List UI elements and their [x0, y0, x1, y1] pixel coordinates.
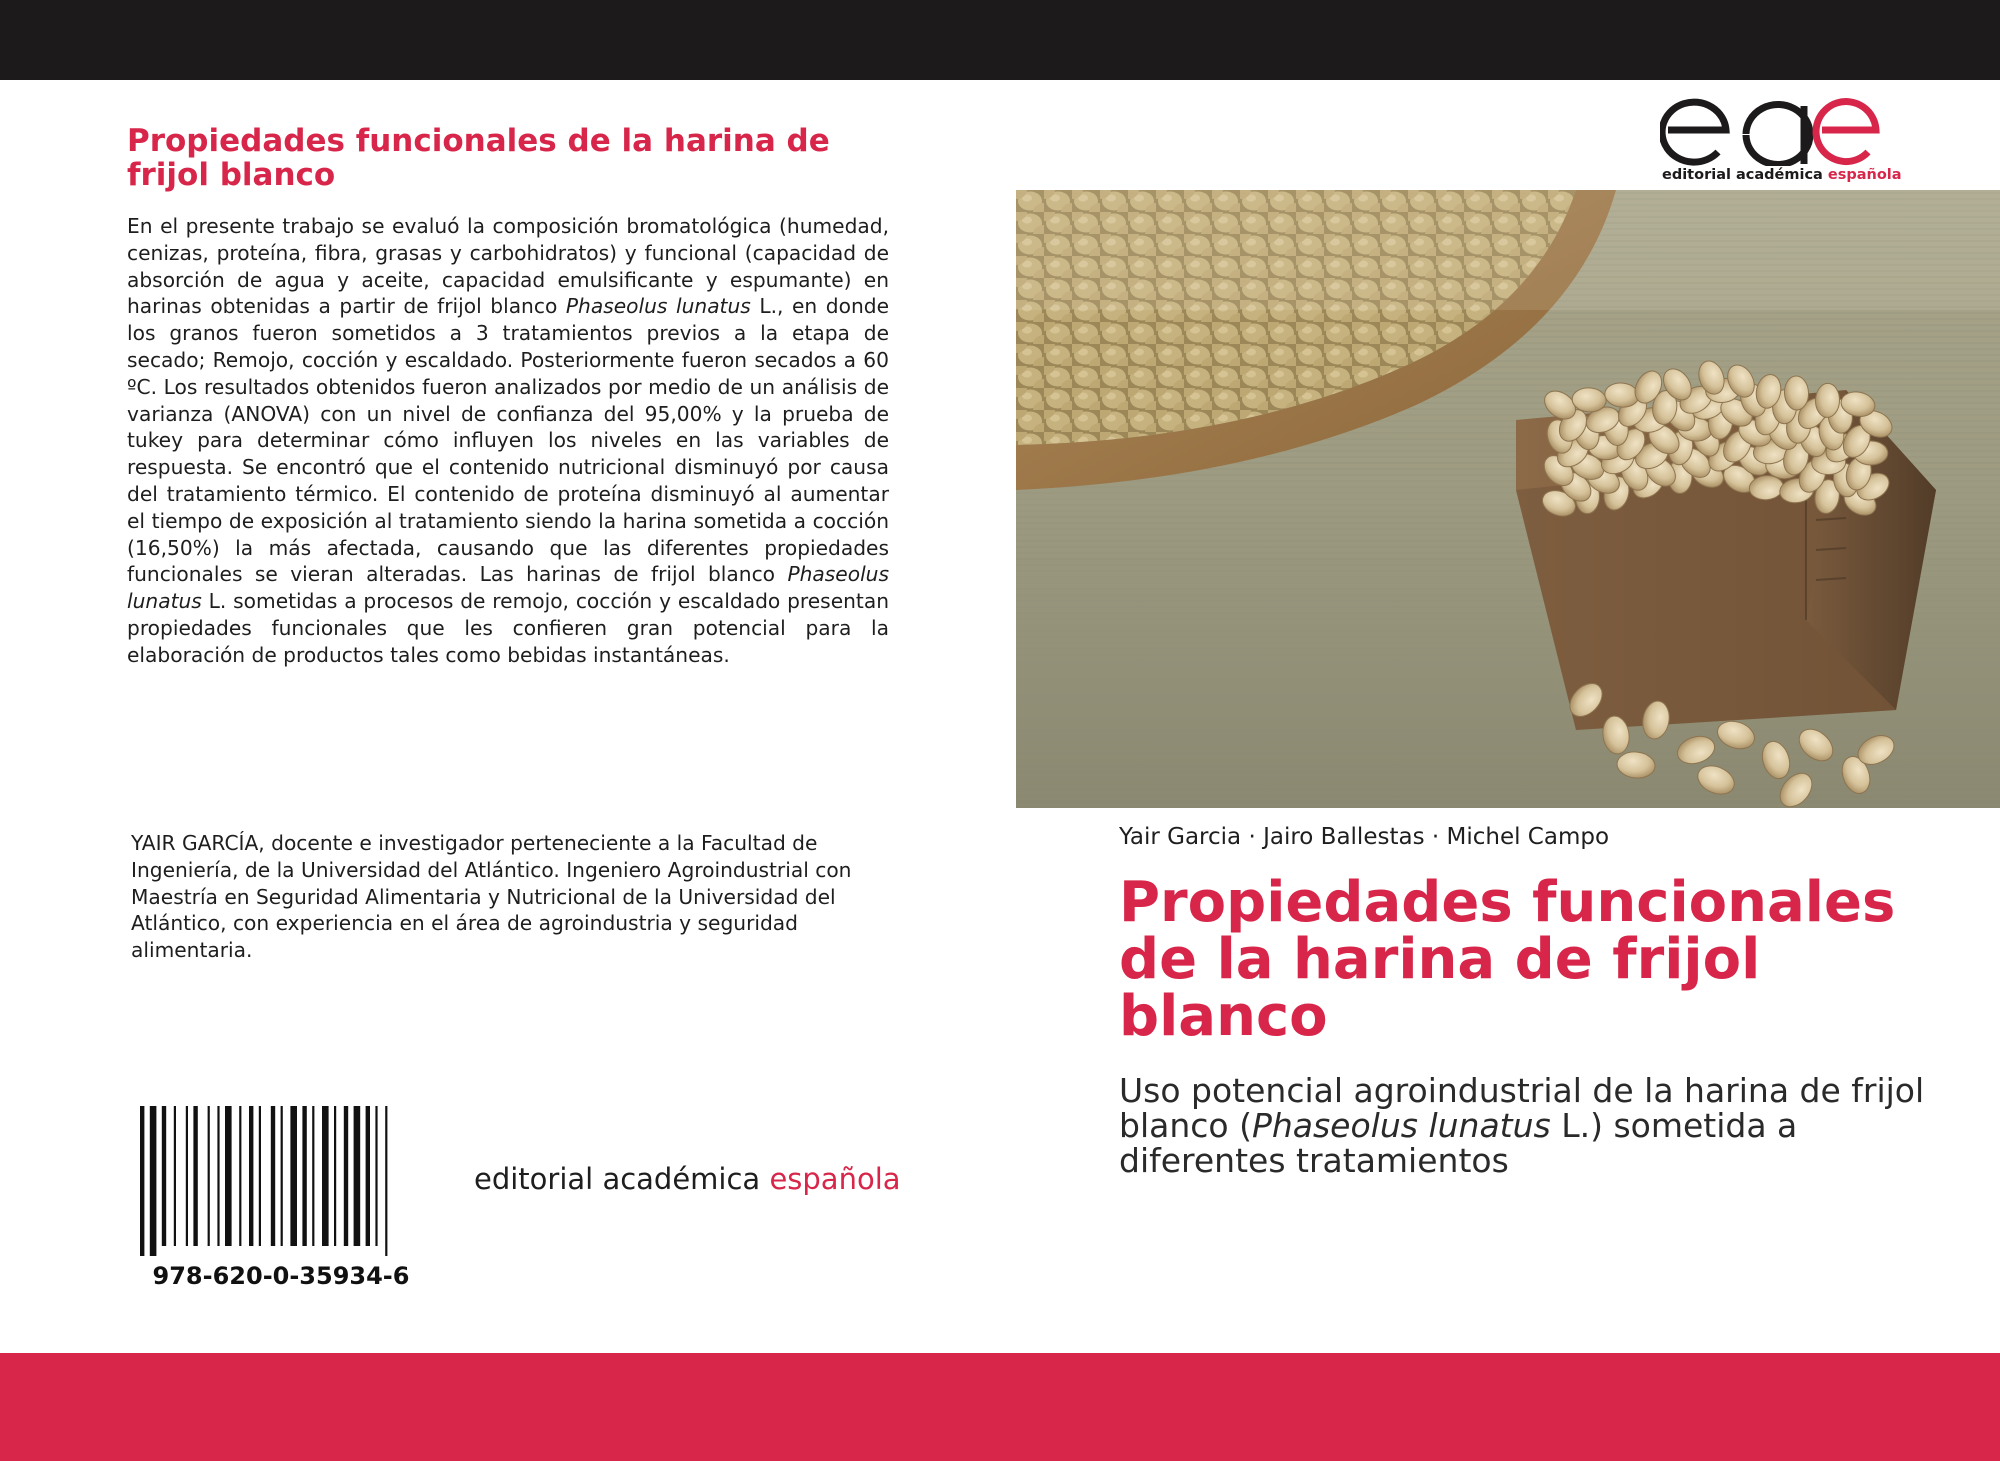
- abstract-species-1: Phaseolus lunatus: [565, 294, 751, 319]
- beans-photo: [1016, 190, 2000, 808]
- authors: Yair Garcia · Jairo Ballestas · Michel Campo: [1119, 824, 1610, 850]
- abstract-part-3: L. sometidas a procesos de remojo, cocción y escaldado presentan propiedades funcionales que les confieren gran potencial para la elaboración de productos tales como bebidas instantáneas.: [127, 589, 889, 667]
- abstract-part-2: L., en donde los granos fueron sometidos a 3 tratamientos previos a la etapa de secado; Remojo, cocción y escaldado. Posteriormente fueron secados a 60 ºC. Los resultados obtenidos fueron analizados por medio de un análisis de varianza (ANOVA) con un nivel de confianza del 95,00% y la prueba de tukey para determinar cómo influyen los niveles en las variables de respuesta. Se encontró que el contenido nutricional disminuyó por causa del tratamiento térmico. El contenido de proteína disminuyó al aumentar el tiempo de exposición al tratamiento siendo la harina sometida a cocción (16,50%) la más afectada, causando que las diferentes propiedades funcionales se vieran alteradas. Las harinas de frijol blanco: [127, 294, 889, 587]
- back-cover-title: Propiedades funcionales de la harina de frijol blanco: [127, 123, 830, 193]
- barcode-block: [138, 1106, 424, 1290]
- author-bio: YAIR GARCÍA, docente e investigador perteneciente a la Facultad de Ingeniería, de la Universidad del Atlántico. Ingeniero Agroindustrial con Maestría en Seguridad Alimentaria y Nutricional de la Universidad del Atlántico, con experiencia en el área de agroindustria y seguridad alimentaria.: [131, 831, 852, 963]
- top-bar: [0, 0, 2000, 80]
- eae-logo-icon: [1660, 96, 1884, 166]
- publisher-main: editorial académica: [474, 1162, 770, 1196]
- bottom-bar: [0, 1353, 2000, 1461]
- logo-caption: [1662, 167, 1902, 183]
- abstract-part-1: En el presente trabajo se evaluó la composición bromatológica (humedad, cenizas, proteína, fibra, grasas y carbohidratos) y funcional (capacidad de absorción de agua y aceite, capacidad emulsificante y espumante) en harinas obtenidas a partir de frijol blanco: [127, 214, 889, 319]
- subtitle-part-2: L.) sometida a diferentes tratamientos: [1119, 1106, 1798, 1180]
- publisher-logo: [1660, 96, 1902, 190]
- subtitle-part-1: Uso potencial agroindustrial de la harina de frijol blanco (: [1119, 1071, 1925, 1145]
- barcode-icon: [138, 1106, 424, 1256]
- front-cover-subtitle: [1119, 1073, 1939, 1178]
- front-cover-title: Propiedades funcionales de la harina de frijol blanco: [1119, 870, 1896, 1049]
- back-cover-abstract: [127, 213, 889, 669]
- subtitle-species: Phaseolus lunatus: [1251, 1106, 1551, 1145]
- logo-main: editorial académica: [1662, 167, 1828, 183]
- beans-photo-icon: [1016, 190, 2000, 808]
- logo-accent: española: [1827, 167, 1902, 183]
- isbn-number: 978-620-0-35934-6: [152, 1262, 410, 1290]
- abstract-species-2: Phaseolus lunatus: [127, 562, 889, 614]
- publisher-name: [474, 1162, 901, 1196]
- publisher-accent: española: [769, 1162, 901, 1196]
